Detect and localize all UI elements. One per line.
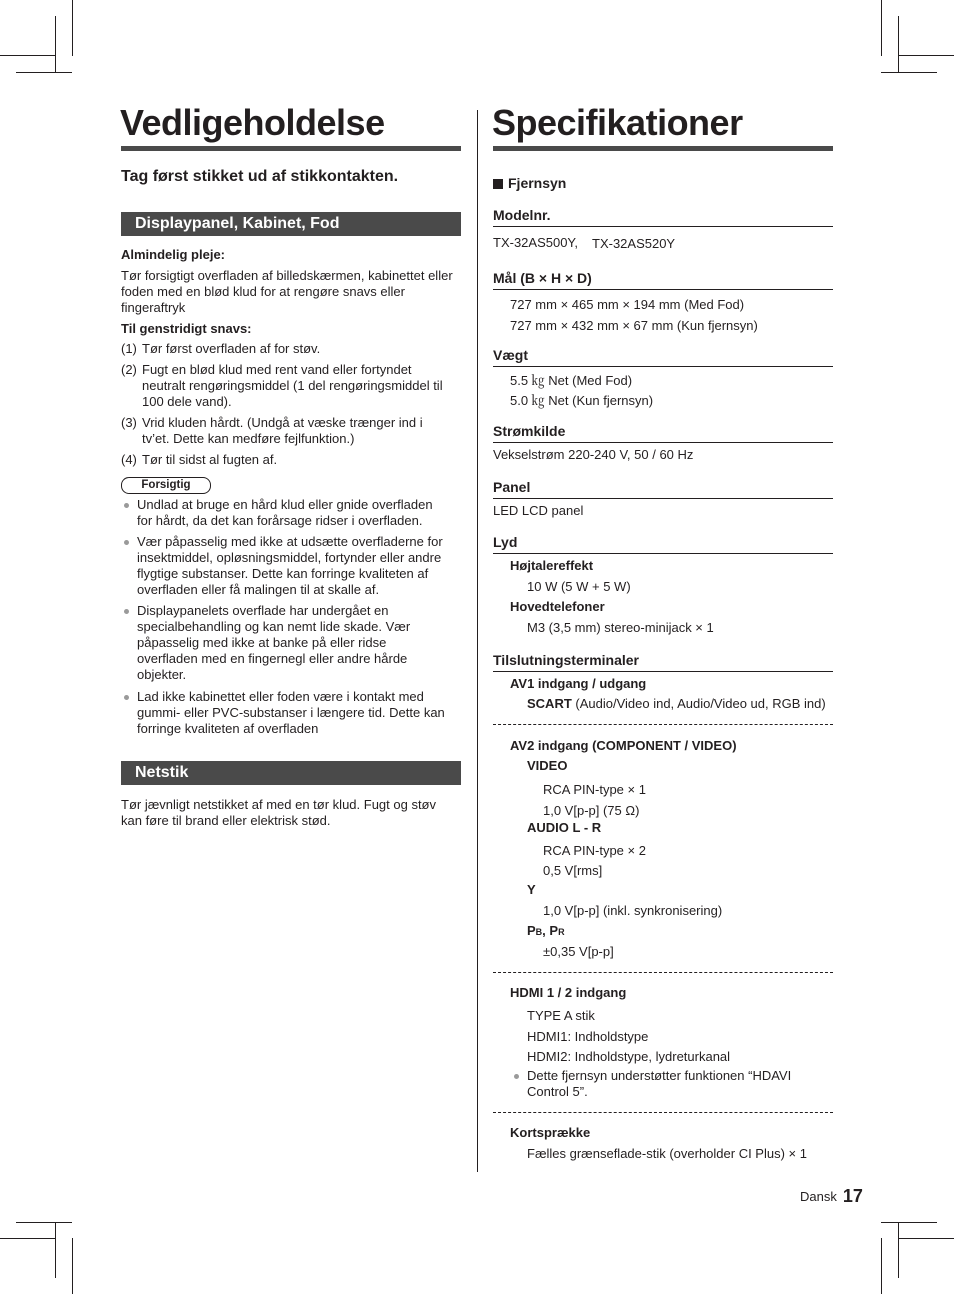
- panel-value: LED LCD panel: [493, 503, 584, 518]
- general-care-text: Tør forsigtigt overfladen af billedskærmen, kabinettet eller foden med en blød klud for at rengøre snavs eller fingeraftryk: [121, 268, 453, 315]
- hdmi-note: Dette fjernsyn understøtter funktionen “HDAVI Control 5”.: [527, 1068, 792, 1099]
- bullet-icon: [124, 540, 129, 545]
- card-slot-value: Fælles grænseflade-stik (overholder CI Plus) × 1: [527, 1146, 807, 1161]
- dashed-divider: [493, 972, 833, 973]
- av2-label: AV2 indgang (COMPONENT / VIDEO): [510, 738, 737, 753]
- page-number: 17: [842, 1186, 863, 1206]
- spec-rule: [493, 553, 833, 554]
- column-divider: [477, 110, 478, 1172]
- square-icon: [493, 179, 503, 189]
- speaker-label: Højtalereffekt: [510, 558, 594, 573]
- list-item: Lad ikke kabinettet eller foden være i kontakt med gummi- eller PVC-substanser i længere tid. Dette kan forringe kvaliteten af overfladen: [137, 689, 445, 736]
- section-heading-display: Displaypanel, Kabinet, Fod: [121, 212, 461, 236]
- model-value: TX-32AS520Y: [592, 236, 676, 251]
- audio-values: RCA PIN-type × 2 0,5 V[rms]: [543, 843, 646, 878]
- maintenance-title: Vedligeholdelse: [120, 102, 385, 143]
- page-footer: [800, 1186, 863, 1207]
- audio-label: AUDIO L - R: [527, 820, 602, 835]
- caution-badge: Forsigtig: [121, 477, 211, 494]
- bullet-icon: [124, 609, 129, 614]
- list-item: Displaypanelets overflade har undergået en specialbehandling og kan nemt lide skade. Vær påpasselig med ikke at banke på eller ridse overfladen med en fingernegl eller andre hårde objekter.: [137, 603, 411, 682]
- spec-rule: [493, 442, 833, 443]
- step-text: Tør først overfladen af for støv.: [142, 341, 321, 356]
- spec-heading: Tilslutningsterminaler: [493, 652, 639, 668]
- spec-heading: Vægt: [493, 347, 528, 363]
- y-value: 1,0 V[p-p] (inkl. synkronisering): [543, 903, 723, 918]
- bullet-icon: [124, 503, 129, 508]
- bullet-icon: [124, 695, 129, 700]
- title-rule: [493, 146, 833, 151]
- spec-rule: [493, 226, 833, 227]
- step-text: Tør til sidst al fugten af.: [142, 452, 278, 467]
- pbpr-label: PB, PR: [527, 923, 565, 938]
- stubborn-dirt-label: Til genstridigt snavs:: [121, 321, 252, 336]
- spec-heading: Lyd: [493, 534, 518, 550]
- spec-heading: Modelnr.: [493, 207, 551, 223]
- spec-heading: Panel: [493, 479, 531, 495]
- spec-heading: Mål (B × H × D): [493, 270, 592, 286]
- dashed-divider: [493, 724, 833, 725]
- specifications-title: Specifikationer: [492, 102, 743, 143]
- hdmi-values: TYPE A stik HDMI1: Indholdstype HDMI2: Indholdstype, lydreturkanal: [527, 1008, 731, 1064]
- spec-heading: Strømkilde: [493, 423, 566, 439]
- spec-rule: [493, 498, 833, 499]
- pbpr-value: ±0,35 V[p-p]: [543, 944, 614, 959]
- general-care-label: Almindelig pleje:: [121, 247, 226, 262]
- title-rule: [121, 146, 461, 151]
- list-item: Vær påpasselig med ikke at udsætte overfladerne for insektmiddel, opløsningsmiddel, fortynder eller andre flygtige substanser. Dette kan forringe kvaliteten af overfladen eller få malingen til at skalle af.: [137, 534, 443, 597]
- dimensions-values: 727 mm × 465 mm × 194 mm (Med Fod) 727 mm × 432 mm × 67 mm (Kun fjernsyn): [510, 297, 758, 333]
- step-text: Fugt en blød klud med rent vand eller fortyndet neutralt rengøringsmiddel (1 del rengøringsmiddel til 100 dele vand).: [142, 362, 443, 409]
- step-text: Vrid kluden hårdt. (Undgå at væske trænger ind i tv’et. Dette kan medføre fejlfunktion.): [142, 415, 423, 446]
- video-label: VIDEO: [527, 758, 568, 773]
- video-values: RCA PIN-type × 1 1,0 V[p-p] (75 Ω): [543, 782, 646, 818]
- language-label: Dansk: [800, 1189, 837, 1204]
- bullet-icon: [514, 1074, 519, 1079]
- headphone-value: M3 (3,5 mm) stereo-minijack × 1: [527, 620, 714, 635]
- av1-value: SCART (Audio/Video ind, Audio/Video ud, RGB ind): [527, 696, 826, 711]
- step-number: (2): [121, 362, 137, 377]
- av1-label: AV1 indgang / udgang: [510, 676, 647, 691]
- step-number: (4): [121, 452, 137, 467]
- category-heading: Fjernsyn: [493, 174, 566, 192]
- y-label: Y: [527, 882, 536, 897]
- list-item: Undlad at bruge en hård klud eller gnide overfladen for hårdt, da det kan forårsage ridser i overfladen.: [137, 497, 433, 528]
- dashed-divider: [493, 1112, 833, 1113]
- model-value: TX-32AS500Y,: [493, 235, 579, 250]
- step-number: (1): [121, 341, 137, 356]
- speaker-value: 10 W (5 W + 5 W): [527, 579, 631, 594]
- unplug-notice: Tag først stikket ud af stikkontakten.: [121, 168, 399, 185]
- section-heading-plug: Netstik: [121, 761, 461, 785]
- plug-text: Tør jævnligt netstikket af med en tør klud. Fugt og støv kan føre til brand eller elektrisk stød.: [121, 797, 436, 828]
- headphone-label: Hovedtelefoner: [510, 599, 605, 614]
- weight-values: 5.5 ㎏ Net (Med Fod) 5.0 ㎏ Net (Kun fjernsyn): [510, 373, 654, 408]
- hdmi-label: HDMI 1 / 2 indgang: [510, 985, 627, 1000]
- spec-rule: [493, 671, 833, 672]
- power-value: Vekselstrøm 220-240 V, 50 / 60 Hz: [493, 447, 694, 462]
- step-number: (3): [121, 415, 137, 430]
- card-slot-label: Kortsprække: [510, 1125, 591, 1140]
- spec-rule: [493, 289, 833, 290]
- spec-rule: [493, 366, 833, 367]
